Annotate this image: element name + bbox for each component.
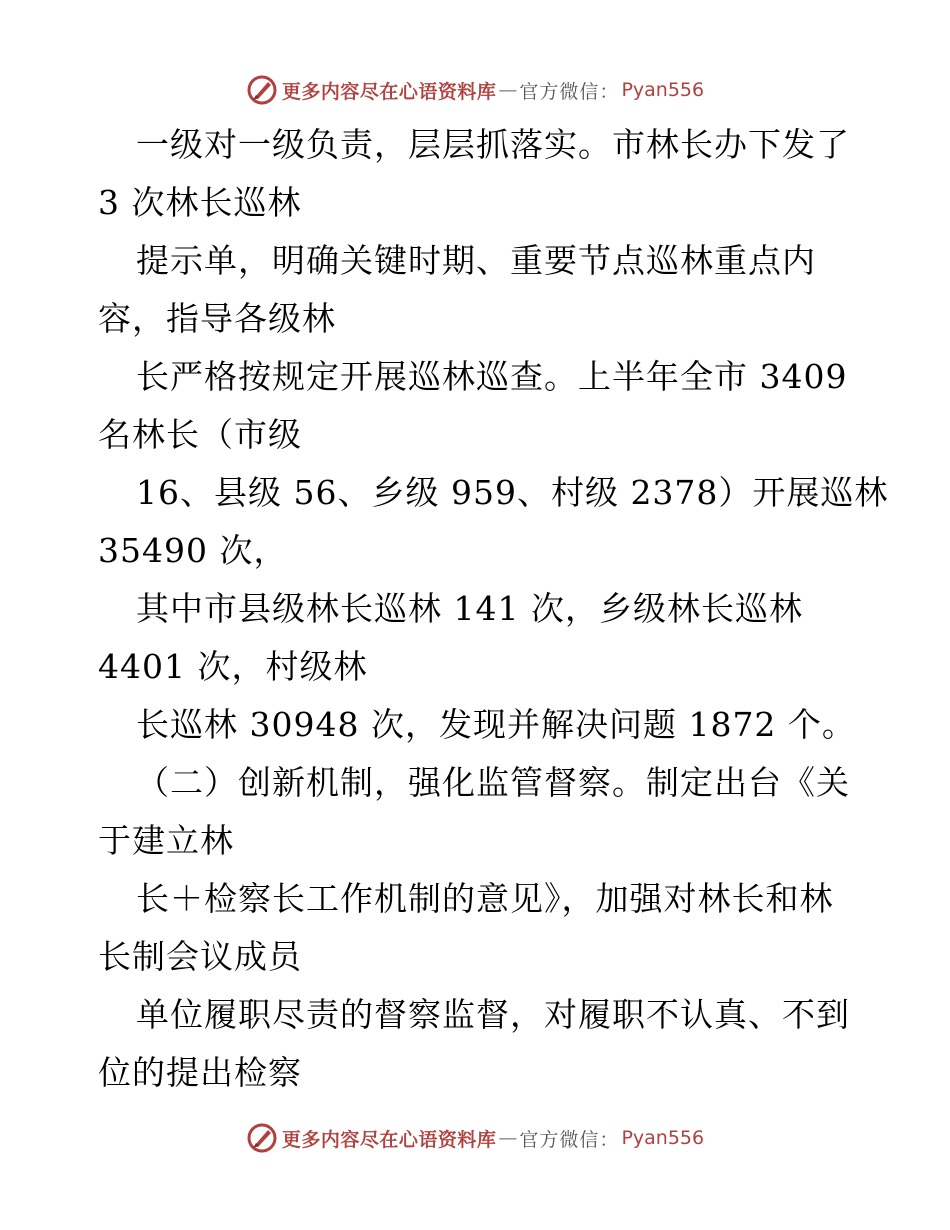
text-line: 长巡林 30948 次，发现并解决问题 1872 个。 (136, 705, 856, 744)
text-line: 一级对一级负责，层层抓落实。市林长办下发了 (136, 125, 850, 164)
text-line: （二）创新机制，强化监管督察。制定出台《关 (136, 763, 850, 802)
text-line: 容，指导各级林 (98, 299, 336, 338)
text-line: 单位履职尽责的督察监督，对履职不认真、不到 (136, 995, 850, 1034)
text-line: 于建立林 (98, 821, 234, 860)
text-line: 提示单，明确关键时期、重要节点巡林重点内 (136, 241, 816, 280)
text-line: 长＋检察长工作机制的意见》，加强对林长和林 (136, 879, 834, 918)
banner-text: 更多内容尽在心语资料库 (281, 1128, 497, 1151)
footer-banner (0, 1118, 950, 1158)
text-line: 35490 次， (98, 531, 288, 570)
banner-separator: — (498, 79, 518, 101)
banner-text: 更多内容尽在心语资料库 (281, 80, 497, 103)
text-line: 长制会议成员 (98, 937, 302, 976)
text-line: 长严格按规定开展巡林巡查。上半年全市 3409 (136, 357, 848, 396)
document-body (98, 116, 889, 1102)
text-line: 其中市县级林长巡林 141 次，乡级林长巡林 (136, 589, 803, 628)
banner-separator: — (498, 1127, 518, 1149)
text-line: 位的提出检察 (98, 1053, 302, 1092)
quill-pen-logo-icon (246, 1122, 278, 1154)
text-line: 16、县级 56、乡级 959、村级 2378）开展巡林 (136, 473, 889, 512)
banner-label: 官方微信： (519, 1128, 620, 1151)
banner-label: 官方微信： (519, 80, 620, 103)
quill-pen-logo-icon (246, 74, 278, 106)
text-line: 4401 次，村级林 (98, 647, 368, 686)
text-line: 名林长（市级 (98, 415, 302, 454)
header-banner (0, 70, 950, 110)
banner-wechat-id: Pyan556 (621, 1127, 705, 1149)
banner-wechat-id: Pyan556 (621, 79, 705, 101)
text-line: 3 次林长巡林 (98, 183, 302, 222)
